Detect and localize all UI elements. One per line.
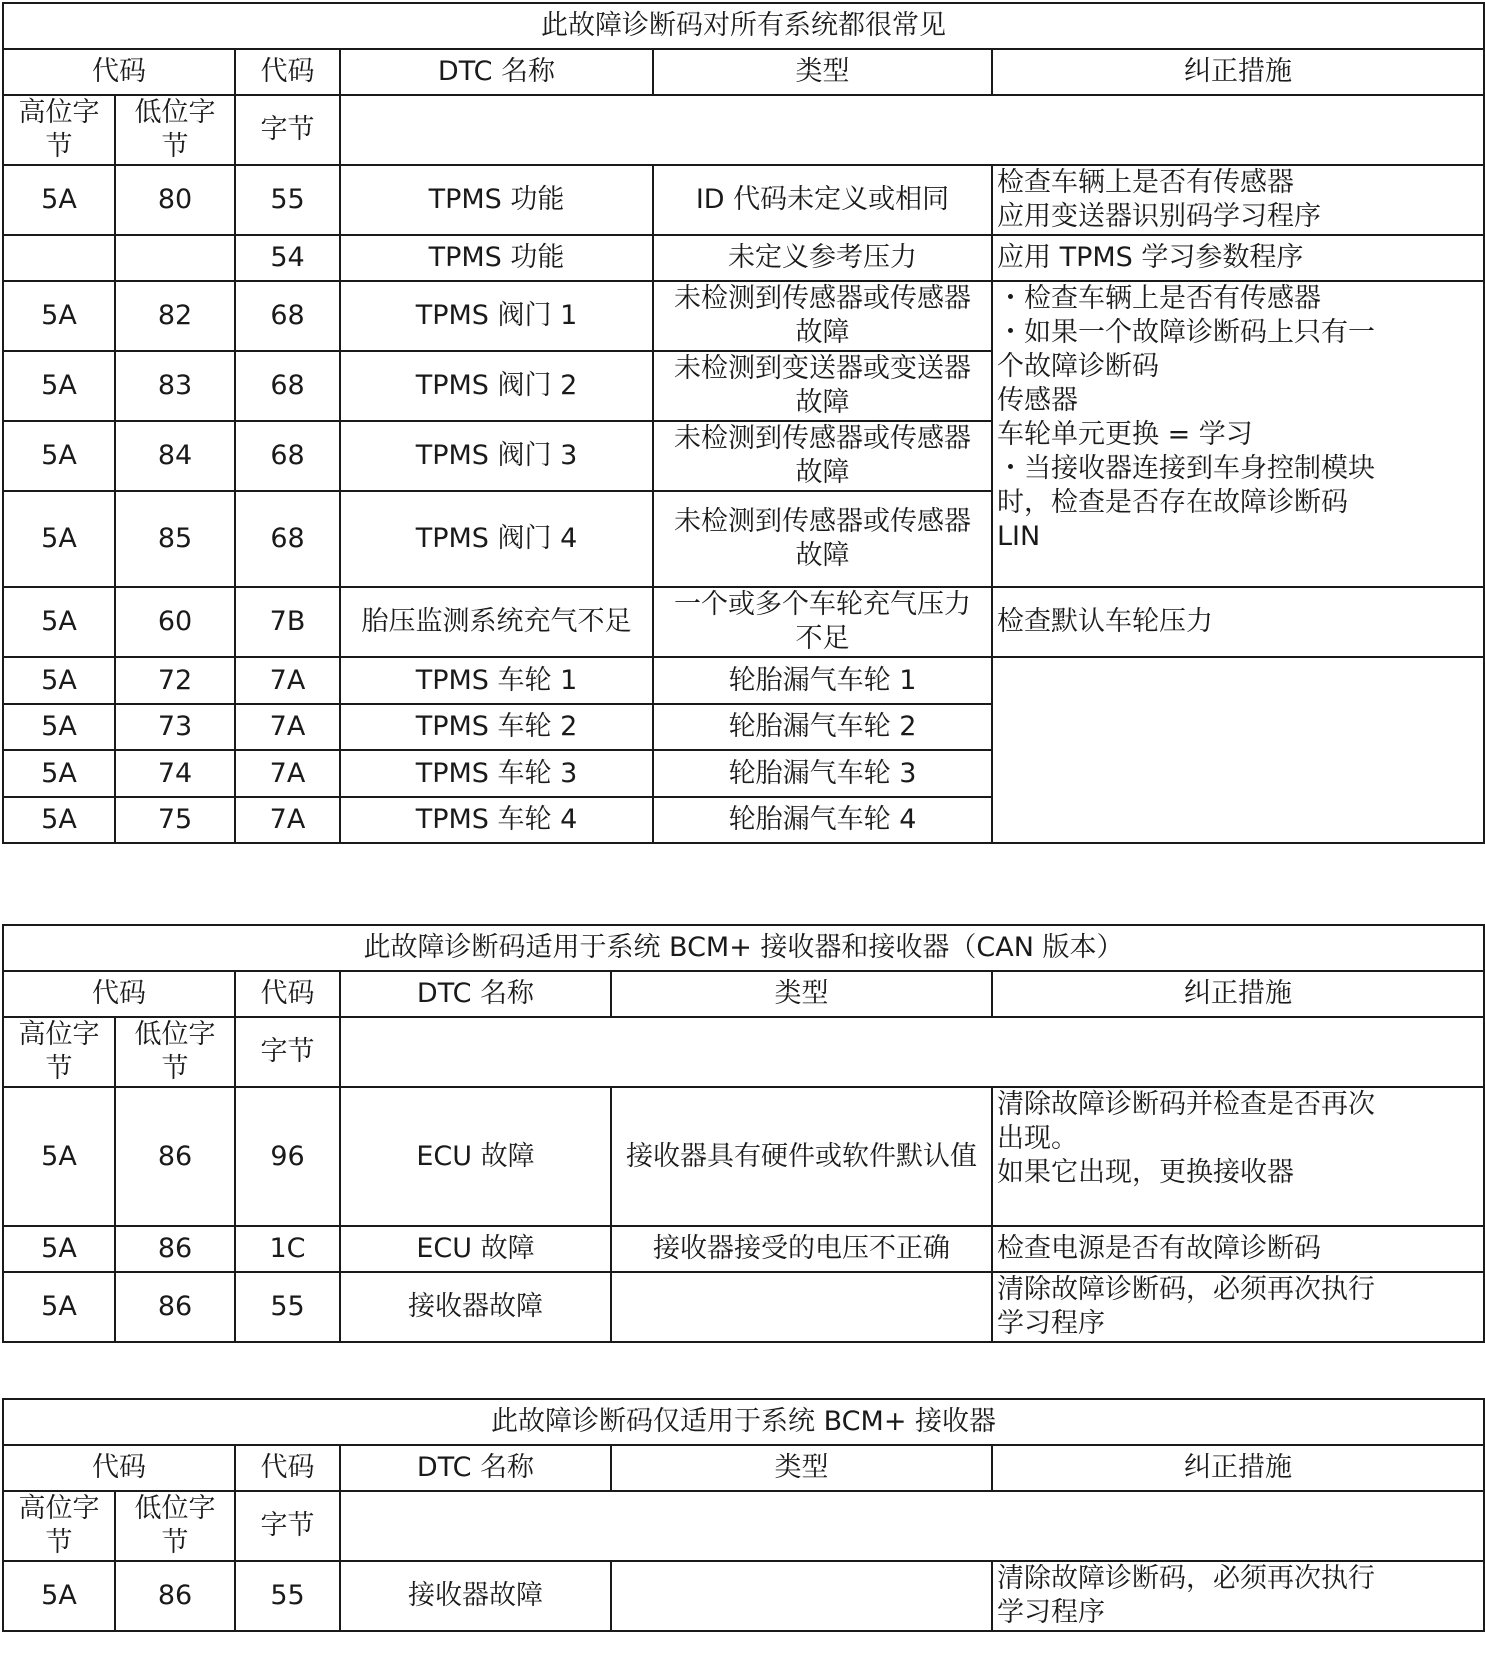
cell-low: 72 (115, 657, 235, 704)
header-action: 纠正措施 (992, 1445, 1484, 1491)
cell-byte: 7A (235, 797, 340, 843)
cell-byte: 7B (235, 587, 340, 657)
header-dtc-name: DTC 名称 (340, 1445, 611, 1491)
cell-type (611, 1272, 992, 1342)
table-title: 此故障诊断码对所有系统都很常见 (3, 3, 1484, 49)
cell-byte: 68 (235, 491, 340, 587)
cell-type: 轮胎漏气车轮 1 (653, 657, 992, 704)
cell-low: 85 (115, 491, 235, 587)
subheader-low-byte: 低位字 节 (115, 95, 235, 165)
cell-type: 接收器具有硬件或软件默认值 (611, 1087, 992, 1226)
cell-action: 清除故障诊断码，必须再次执行 学习程序 (992, 1561, 1484, 1631)
header-code2: 代码 (235, 971, 340, 1017)
cell-byte: 55 (235, 165, 340, 235)
cell-high: 5A (3, 797, 115, 843)
cell-byte: 7A (235, 704, 340, 750)
cell-high: 5A (3, 1226, 115, 1272)
subheader-blank (340, 1017, 1484, 1087)
header-dtc-name: DTC 名称 (340, 49, 653, 95)
cell-action: 应用 TPMS 学习参数程序 (992, 235, 1484, 281)
cell-byte: 68 (235, 281, 340, 351)
cell-type (611, 1561, 992, 1631)
cell-dtc-name: TPMS 功能 (340, 235, 653, 281)
cell-high: 5A (3, 351, 115, 421)
header-code: 代码 (3, 971, 235, 1017)
cell-byte: 55 (235, 1272, 340, 1342)
cell-byte: 55 (235, 1561, 340, 1631)
subheader-byte: 字节 (235, 1491, 340, 1561)
cell-high: 5A (3, 491, 115, 587)
cell-type: 轮胎漏气车轮 3 (653, 750, 992, 797)
header-action: 纠正措施 (992, 971, 1484, 1017)
cell-dtc-name: 接收器故障 (340, 1561, 611, 1631)
header-code2: 代码 (235, 1445, 340, 1491)
subheader-blank (340, 1491, 1484, 1561)
cell-dtc-name: ECU 故障 (340, 1087, 611, 1226)
cell-action: 检查电源是否有故障诊断码 (992, 1226, 1484, 1272)
cell-action-blank (992, 657, 1484, 843)
cell-type: 未检测到传感器或传感器 故障 (653, 421, 992, 491)
table-row (3, 587, 1484, 657)
subheader-blank (340, 95, 1484, 165)
cell-low: 82 (115, 281, 235, 351)
header-type: 类型 (653, 49, 992, 95)
cell-high: 5A (3, 1561, 115, 1631)
table-row (3, 281, 1484, 351)
cell-low: 80 (115, 165, 235, 235)
cell-action: 清除故障诊断码，必须再次执行 学习程序 (992, 1272, 1484, 1342)
cell-dtc-name: 接收器故障 (340, 1272, 611, 1342)
dtc-table-bcm-only (2, 1398, 1485, 1632)
cell-type: 轮胎漏气车轮 4 (653, 797, 992, 843)
cell-high: 5A (3, 657, 115, 704)
cell-high: 5A (3, 704, 115, 750)
cell-dtc-name: TPMS 车轮 4 (340, 797, 653, 843)
cell-dtc-name: ECU 故障 (340, 1226, 611, 1272)
subheader-byte: 字节 (235, 1017, 340, 1087)
cell-high: 5A (3, 1087, 115, 1226)
subheader-low-byte: 低位字 节 (115, 1017, 235, 1087)
dtc-table-bcm-can (2, 924, 1485, 1343)
cell-dtc-name: TPMS 阀门 2 (340, 351, 653, 421)
cell-low: 74 (115, 750, 235, 797)
cell-dtc-name: TPMS 阀门 3 (340, 421, 653, 491)
cell-low: 83 (115, 351, 235, 421)
subheader-high-byte: 高位字 节 (3, 1017, 115, 1087)
table-row (3, 235, 1484, 281)
cell-high (3, 235, 115, 281)
table-row (3, 657, 1484, 704)
cell-type: 未检测到传感器或传感器 故障 (653, 281, 992, 351)
cell-low: 86 (115, 1561, 235, 1631)
cell-action-valves: ・检查车辆上是否有传感器 ・如果一个故障诊断码上只有一 个故障诊断码 传感器 车轮单元更换 = 学习 ・当接收器连接到车身控制模块 时，检查是否存在故障诊断码 LIN (992, 281, 1484, 587)
table-title: 此故障诊断码适用于系统 BCM+ 接收器和接收器（CAN 版本） (3, 925, 1484, 971)
header-code: 代码 (3, 49, 235, 95)
cell-type: 未定义参考压力 (653, 235, 992, 281)
cell-byte: 54 (235, 235, 340, 281)
cell-dtc-name: TPMS 车轮 3 (340, 750, 653, 797)
cell-action: 检查车辆上是否有传感器 应用变送器识别码学习程序 (992, 165, 1484, 235)
cell-type: 未检测到传感器或传感器 故障 (653, 491, 992, 587)
header-code2: 代码 (235, 49, 340, 95)
dtc-table-common (2, 2, 1485, 844)
cell-low: 86 (115, 1272, 235, 1342)
cell-byte: 1C (235, 1226, 340, 1272)
subheader-low-byte: 低位字 节 (115, 1491, 235, 1561)
header-type: 类型 (611, 971, 992, 1017)
cell-low: 86 (115, 1087, 235, 1226)
subheader-high-byte: 高位字 节 (3, 1491, 115, 1561)
header-code: 代码 (3, 1445, 235, 1491)
cell-type: 一个或多个车轮充气压力 不足 (653, 587, 992, 657)
cell-type: ID 代码未定义或相同 (653, 165, 992, 235)
cell-high: 5A (3, 165, 115, 235)
cell-low (115, 235, 235, 281)
header-dtc-name: DTC 名称 (340, 971, 611, 1017)
cell-byte: 68 (235, 421, 340, 491)
cell-low: 75 (115, 797, 235, 843)
cell-low: 73 (115, 704, 235, 750)
table-title: 此故障诊断码仅适用于系统 BCM+ 接收器 (3, 1399, 1484, 1445)
cell-byte: 7A (235, 657, 340, 704)
cell-dtc-name: TPMS 功能 (340, 165, 653, 235)
cell-type: 轮胎漏气车轮 2 (653, 704, 992, 750)
header-action: 纠正措施 (992, 49, 1484, 95)
header-type: 类型 (611, 1445, 992, 1491)
cell-dtc-name: TPMS 车轮 1 (340, 657, 653, 704)
cell-byte: 96 (235, 1087, 340, 1226)
cell-byte: 7A (235, 750, 340, 797)
cell-byte: 68 (235, 351, 340, 421)
cell-dtc-name: TPMS 阀门 1 (340, 281, 653, 351)
cell-type: 未检测到变送器或变送器 故障 (653, 351, 992, 421)
cell-low: 60 (115, 587, 235, 657)
cell-action: 检查默认车轮压力 (992, 587, 1484, 657)
cell-high: 5A (3, 281, 115, 351)
cell-action: 清除故障诊断码并检查是否再次 出现。 如果它出现，更换接收器 (992, 1087, 1484, 1226)
table-row (3, 1272, 1484, 1342)
table-row (3, 1226, 1484, 1272)
table-row (3, 1561, 1484, 1631)
cell-high: 5A (3, 1272, 115, 1342)
cell-dtc-name: TPMS 车轮 2 (340, 704, 653, 750)
cell-high: 5A (3, 750, 115, 797)
cell-high: 5A (3, 421, 115, 491)
subheader-high-byte: 高位字 节 (3, 95, 115, 165)
cell-dtc-name: 胎压监测系统充气不足 (340, 587, 653, 657)
table-row (3, 165, 1484, 235)
cell-high: 5A (3, 587, 115, 657)
cell-dtc-name: TPMS 阀门 4 (340, 491, 653, 587)
table-row (3, 1087, 1484, 1226)
cell-type: 接收器接受的电压不正确 (611, 1226, 992, 1272)
subheader-byte: 字节 (235, 95, 340, 165)
cell-low: 84 (115, 421, 235, 491)
cell-low: 86 (115, 1226, 235, 1272)
